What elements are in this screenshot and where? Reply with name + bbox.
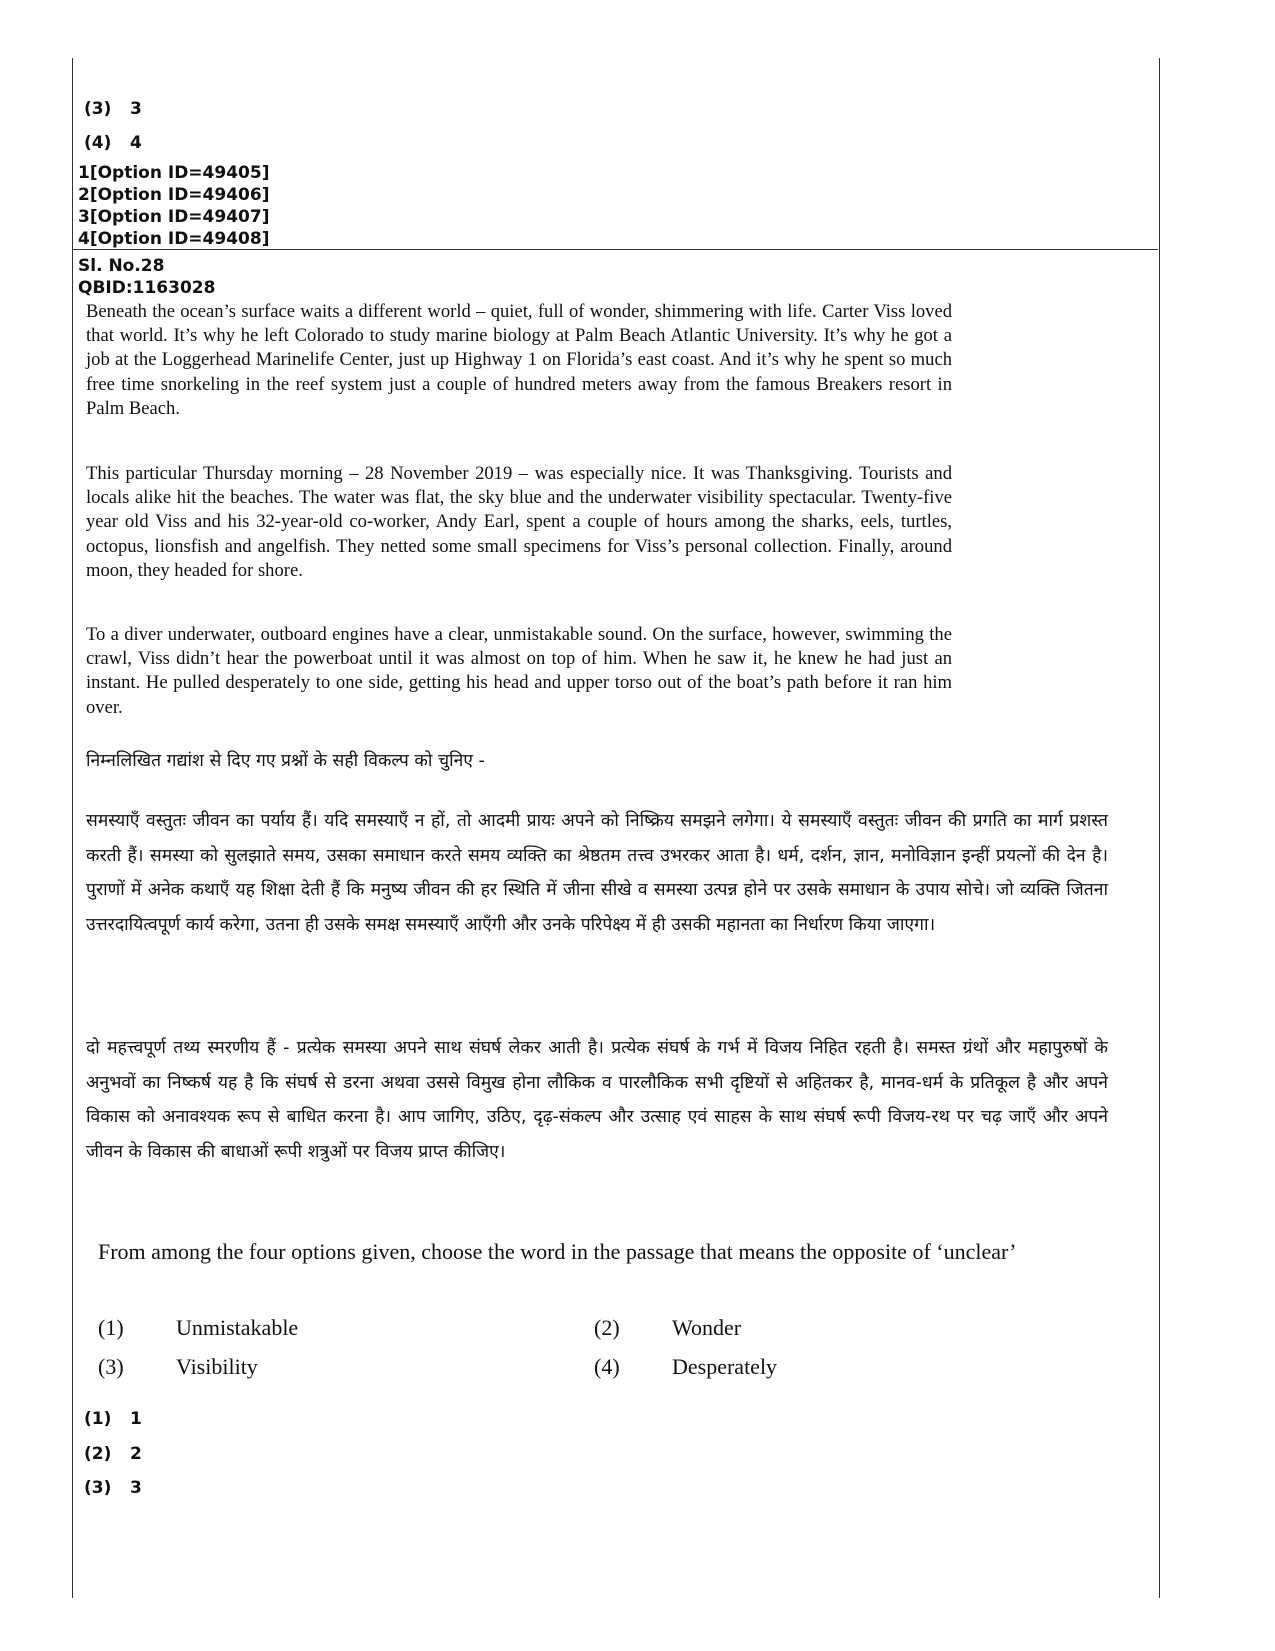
choice-4: (4) Desperately <box>594 1354 778 1379</box>
qbid: QBID:1163028 <box>78 278 216 298</box>
hindi-paragraph-2: दो महत्त्वपूर्ण तथ्य स्मरणीय हैं - प्रत्येक समस्या अपने साथ संघर्ष लेकर आती है। प्रत्येक संघर्ष के गर्भ में विजय निहित रहती है। समस्त ग्रंथों और महापुरुषों के अनुभवों का निष्कर्ष यह है कि संघर्ष से डरना अथवा उससे विमुख होना लौकिक व पारलौकिक सभी दृष्टियों से अहितकर है, मानव-धर्म के प्रतिकूल है और अपने विकास को अनावश्यक रूप से बाधित करना है। आप जागिए, उठिए, दृढ़-संकल्प और उत्साह एवं साहस के साथ संघर्ष रूपी विजय-रथ पर चढ़ जाएँ और अपने जीवन के विकास की बाधाओं रूपी शत्रुओं पर विजय प्राप्त कीजिए। <box>86 1038 1108 1162</box>
choice-2: (2) Wonder <box>594 1315 742 1340</box>
hindi-instruction: निम्नलिखित गद्यांश से दिए गए प्रश्नों के सही विकल्प को चुनिए - <box>86 751 485 771</box>
option-id: 3[Option ID=49407] <box>78 207 270 227</box>
option-id: 1[Option ID=49405] <box>78 163 270 183</box>
answer-option-3: (3) 3 <box>84 1478 142 1498</box>
question-meta <box>78 255 215 299</box>
prev-option-3: (3) 3 <box>84 99 142 119</box>
passage-paragraph-1: Beneath the ocean’s surface waits a different world – quiet, full of wonder, shimmering with life. Carter Viss loved that world. It’s why he left Colorado to study marine biology at Palm Beach Atlantic University. It’s why he got a job at the Loggerhead Marinelife Center, just up Highway 1 on Florida’s east coast. And it’s why he spent so much free time snorkeling in the reef system just a couple of hundred meters away from the famous Breakers resort in Palm Beach. <box>86 301 952 419</box>
question-text: From among the four options given, choose the word in the passage that means the opposite of ‘unclear’ <box>98 1239 1017 1264</box>
serial-number: Sl. No.28 <box>78 256 165 276</box>
option-id-list <box>78 162 269 250</box>
passage-paragraph-3: To a diver underwater, outboard engines have a clear, unmistakable sound. On the surface, however, swimming the crawl, Viss didn’t hear the powerboat until it was almost on top of him. When he saw it, he knew he had just an instant. He pulled desperately to one side, getting his head and upper torso out of the boat’s path before it ran him over. <box>86 624 952 718</box>
prev-option-4: (4) 4 <box>84 133 142 153</box>
option-id: 4[Option ID=49408] <box>78 229 270 249</box>
option-id: 2[Option ID=49406] <box>78 185 270 205</box>
choice-3: (3) Visibility <box>98 1354 258 1379</box>
answer-option-2: (2) 2 <box>84 1444 142 1464</box>
answer-option-1: (1) 1 <box>84 1409 142 1429</box>
choice-1: (1) Unmistakable <box>98 1315 299 1340</box>
hindi-paragraph-1: समस्याएँ वस्तुतः जीवन का पर्याय हैं। यदि समस्याएँ न हों, तो आदमी प्रायः अपने को निष्क्रिय समझने लगेगा। ये समस्याएँ वस्तुतः जीवन की प्रगति का मार्ग प्रशस्त करती हैं। समस्या को सुलझाते समय, उसका समाधान करते समय व्यक्ति का श्रेष्ठतम तत्त्व उभरकर आता है। धर्म, दर्शन, ज्ञान, मनोविज्ञान इन्हीं प्रयत्नों की देन है। पुराणों में अनेक कथाएँ यह शिक्षा देती हैं कि मनुष्य जीवन की हर स्थिति में जीना सीखे व समस्या उत्पन्न होने पर उसके समाधान के उपाय सोचे। जो व्यक्ति जितना उत्तरदायित्वपूर्ण कार्य करेगा, उतना ही उसके समक्ष समस्याएँ आएँगी और उनके परिपेक्ष्य में ही उसकी महानता का निर्धारण किया जाएगा। <box>86 811 1108 935</box>
question-divider <box>72 249 1158 250</box>
passage-paragraph-2: This particular Thursday morning – 28 November 2019 – was especially nice. It was Thanksgiving. Tourists and locals alike hit the beaches. The water was flat, the sky blue and the underwater visibility spectacular. Twenty-five year old Viss and his 32-year-old co-worker, Andy Earl, spent a couple of hours among the sharks, eels, turtles, octopus, lionsfish and angelfish. They netted some small specimens for Viss’s personal collection. Finally, around moon, they headed for shore. <box>86 463 952 581</box>
